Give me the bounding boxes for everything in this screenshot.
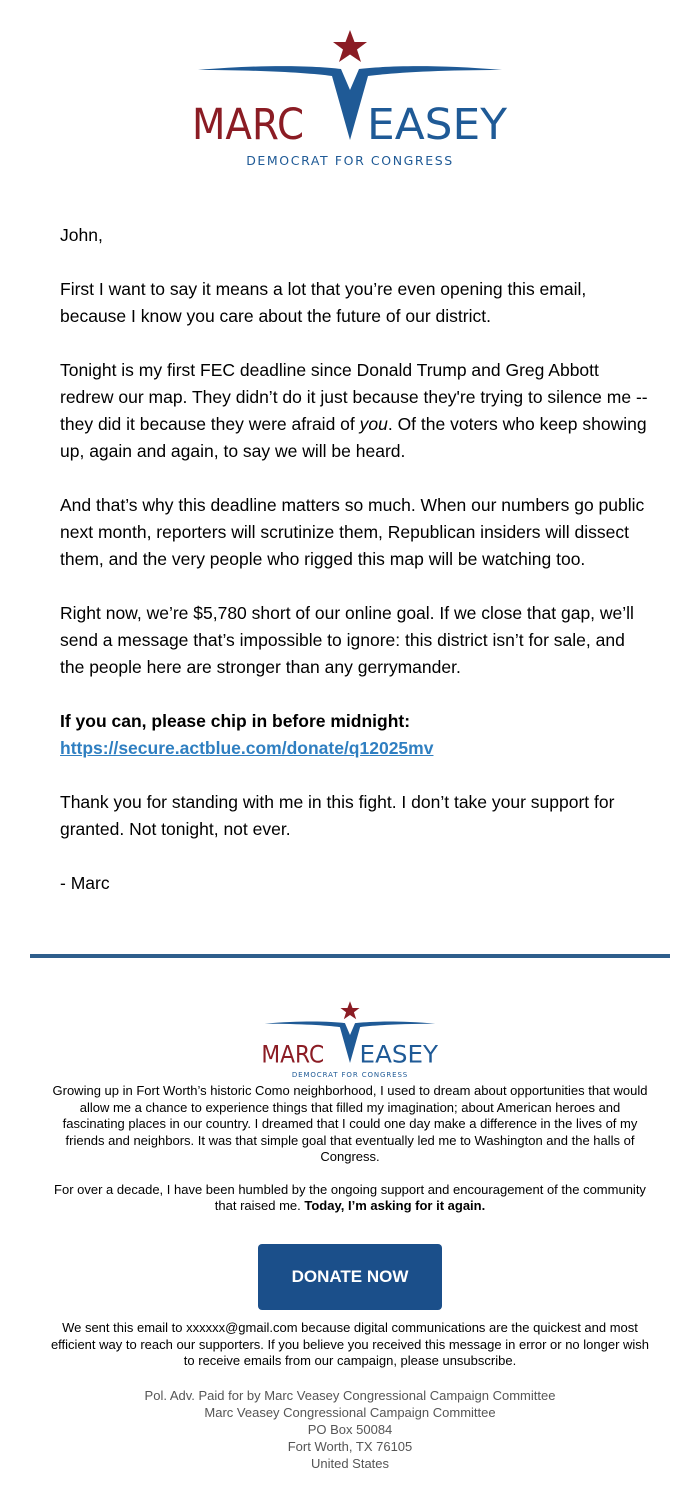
paragraph-1: First I want to say it means a lot that you’re even opening this email, because I know you care about the future of our district. bbox=[60, 279, 587, 326]
star-icon bbox=[340, 1001, 359, 1019]
bio-paragraph-2-bold: Today, I’m asking for it again. bbox=[304, 1198, 486, 1213]
footer-bio bbox=[50, 1083, 650, 1231]
logo-first-name: MARC bbox=[192, 100, 304, 150]
mailing-address bbox=[50, 1387, 650, 1472]
paragraph-2-emphasis: you bbox=[359, 414, 388, 434]
logo-tagline: DEMOCRAT FOR CONGRESS bbox=[291, 1070, 409, 1080]
logo-first-name: MARC bbox=[261, 1040, 325, 1069]
signoff: - Marc bbox=[60, 873, 110, 893]
footer-logo bbox=[258, 1000, 442, 1080]
address-line-5: United States bbox=[310, 1456, 390, 1471]
address-line-1: Pol. Adv. Paid for by Marc Veasey Congressional Campaign Committee bbox=[144, 1388, 556, 1403]
campaign-logo bbox=[186, 28, 514, 170]
bio-paragraph-2-text: For over a decade, I have been humbled by the ongoing support and encouragement of the community that raised me. bbox=[54, 1181, 646, 1213]
donation-link[interactable]: https://secure.actblue.com/donate/q12025mv bbox=[60, 738, 434, 758]
paragraph-2-start: Tonight is my first FEC deadline since Donald Trump and Greg Abbott redrew our map. They didn’t do it just because they're trying to silence me -- they did it because they were afraid of bbox=[60, 360, 648, 434]
donate-now-button[interactable]: DONATE NOW bbox=[258, 1244, 442, 1310]
paragraph-2-end: . Of the voters who keep showing up, again and again, to say we will be heard. bbox=[60, 414, 647, 461]
paragraph-4: Right now, we’re $5,780 short of our online goal. If we close that gap, we’ll send a message that’s impossible to ignore: this district isn’t for sale, and the people here are stronger than any gerrymander. bbox=[60, 603, 634, 677]
donation-ask-text: If you can, please chip in before midnight: bbox=[60, 711, 411, 731]
paragraph-2 bbox=[60, 357, 650, 465]
email-body bbox=[60, 222, 650, 924]
logo-last-name: EASEY bbox=[359, 1040, 439, 1069]
logo-last-name: EASEY bbox=[367, 100, 508, 150]
logo-v-letter: V bbox=[328, 100, 373, 150]
greeting: John, bbox=[60, 225, 103, 245]
donation-ask bbox=[60, 708, 650, 762]
paragraph-5: Thank you for standing with me in this fight. I don’t take your support for granted. Not tonight, not ever. bbox=[60, 792, 615, 839]
email-notice: We sent this email to xxxxxx@gmail.com because digital communications are the quickest and most efficient way to reach our supporters. If you believe you received this message in error or no longer wish to receive emails from our campaign, please unsubscribe. bbox=[50, 1320, 650, 1368]
address-line-3: PO Box 50084 bbox=[307, 1422, 393, 1437]
bio-paragraph-2 bbox=[50, 1182, 650, 1215]
star-icon bbox=[333, 30, 367, 62]
logo-tagline: DEMOCRAT FOR CONGRESS bbox=[246, 153, 454, 168]
paragraph-3: And that’s why this deadline matters so much. When our numbers go public next month, reporters will scrutinize them, Republican insiders will dissect them, and the very people who rigged this map will be watching too. bbox=[60, 495, 645, 569]
section-divider bbox=[30, 954, 670, 958]
bio-paragraph-1: Growing up in Fort Worth’s historic Como neighborhood, I used to dream about opportunities that would allow me a chance to experience things that filled my imagination; about American heroes and fascinating places in our country. I dreamed that I could one day make a difference in the lives of my friends and neighbors. It was that simple goal that eventually led me to Washington and the halls of Congress. bbox=[52, 1083, 648, 1164]
address-line-2: Marc Veasey Congressional Campaign Committee bbox=[204, 1405, 496, 1420]
address-line-4: Fort Worth, TX 76105 bbox=[287, 1439, 413, 1454]
